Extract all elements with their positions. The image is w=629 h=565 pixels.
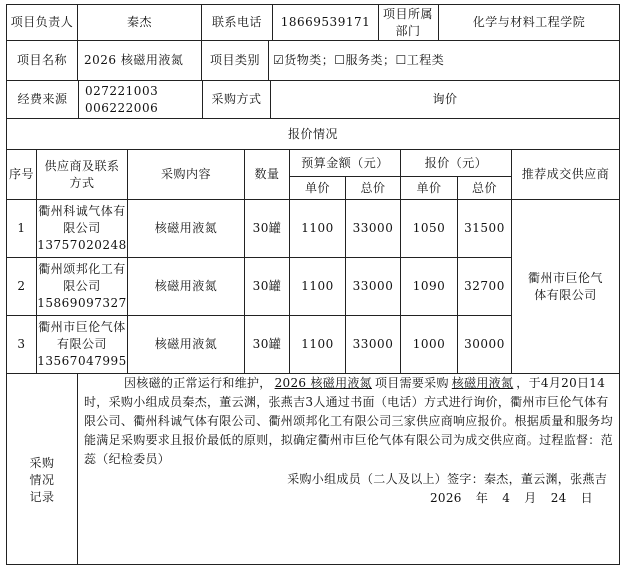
leader-value: 秦杰: [126, 15, 152, 29]
col-recommend-header: 推荐成交供应商: [521, 167, 610, 181]
phone-value: 18669539171: [280, 15, 371, 29]
row-3-content: 核磁用液氮: [154, 337, 218, 351]
quote-total-subheader: 总价: [471, 180, 497, 195]
row-2-quote-unit: 1090: [412, 279, 446, 293]
recommended-supplier: 衢州市巨伦气体有限公司: [527, 270, 603, 302]
supplier-name: 衢州科诚气体有限公司: [38, 204, 126, 235]
category-options: ☑货物类；☐服务类；☐工程类: [273, 53, 445, 67]
supplier-phone: 13757020248: [37, 238, 127, 252]
col-budget-header: 预算金额（元）: [301, 155, 389, 170]
row-1-quote-unit: 1050: [412, 221, 446, 235]
row-3-quote-total: 30000: [464, 337, 505, 351]
grid-line: [619, 4, 620, 565]
budget-total-subheader: 总价: [360, 180, 386, 195]
col-supplier-header: 供应商及联系方式: [44, 158, 120, 190]
supplier-name: 衢州颂邦化工有限公司: [38, 262, 126, 293]
narrative-text-1: 因核磁的正常运行和维护，: [124, 376, 272, 390]
narrative-project-name: 2026 核磁用液氮: [274, 376, 372, 390]
row-3-budget-unit: 1100: [301, 337, 334, 351]
row-2-no: 2: [17, 279, 26, 293]
row-3-supplier: [37, 316, 127, 373]
row-2-qty: 30罐: [252, 279, 282, 293]
col-content-header: 采购内容: [160, 167, 211, 181]
row-2-supplier: [37, 258, 127, 315]
category-label: 项目类别: [209, 53, 260, 67]
leader-label: 项目负责人: [10, 15, 74, 29]
record-label: 采购情况记录: [29, 455, 55, 504]
row-2-budget-total: 33000: [352, 279, 394, 293]
row-1-quote-total: 31500: [464, 221, 505, 235]
signature-line: 采购小组成员（二人及以上）签字：秦杰，董云渊，张燕吉: [287, 472, 607, 486]
narrative-text-3: ，于4月20日14时，采购小组成员秦杰，董云渊，张燕吉3人通过书面（电话）方式进行询价，衢州市巨伦气体有限公司、衢州科诚气体有限公司、衢州颂邦化工有限公司三家供应商响应报价。根据质量和服务均能满足采购要求且报价最低的原则，拟确定衢州市巨伦气体有限公司为成交供应商。过程监督：范蕊（纪检委员）: [84, 376, 613, 466]
project-name-label: 项目名称: [16, 53, 67, 67]
fund-label: 经费来源: [17, 92, 68, 106]
row-1-supplier: [37, 200, 127, 257]
phone-label: 联系电话: [211, 15, 262, 29]
col-quote-header: 报价（元）: [424, 155, 488, 170]
row-1-content: 核磁用液氮: [154, 221, 218, 235]
quote-unit-subheader: 单价: [416, 180, 442, 195]
row-2-quote-total: 32700: [464, 279, 505, 293]
supplier-phone: 13567047995: [37, 354, 127, 368]
narrative-text-2: 项目需要采购: [374, 376, 449, 390]
budget-unit-subheader: 单价: [304, 180, 330, 195]
dept-value: 化学与材料工程学院: [472, 15, 586, 29]
row-1-budget-total: 33000: [352, 221, 394, 235]
row-2-budget-unit: 1100: [301, 279, 334, 293]
row-1-qty: 30罐: [252, 221, 282, 235]
record-date: 2026 年 4 月 24 日: [429, 491, 593, 505]
record-narrative: [84, 374, 620, 469]
grid-line: [378, 4, 379, 40]
row-3-quote-unit: 1000: [412, 337, 446, 351]
fund-code-2: 006222006: [85, 100, 159, 115]
dept-label: 项目所属部门: [382, 6, 433, 38]
supplier-name: 衢州市巨伦气体有限公司: [38, 320, 126, 351]
row-1-budget-unit: 1100: [301, 221, 334, 235]
row-1-no: 1: [17, 221, 26, 235]
fund-code-1: 027221003: [85, 83, 159, 98]
row-3-no: 3: [17, 337, 26, 351]
row-2-content: 核磁用液氮: [154, 279, 218, 293]
row-3-budget-total: 33000: [352, 337, 394, 351]
quote-section-title: 报价情况: [287, 126, 338, 141]
narrative-item-name: 核磁用液氮: [451, 376, 514, 390]
supplier-phone: 15869097327: [37, 296, 127, 310]
row-3-qty: 30罐: [252, 337, 282, 351]
method-label: 采购方式: [211, 92, 262, 106]
fund-value: [79, 81, 202, 118]
method-value: 询价: [432, 92, 458, 106]
col-qty-header: 数量: [254, 167, 280, 181]
grid-line: [77, 373, 78, 565]
project-name-value: 2026 核磁用液氮: [84, 53, 184, 67]
col-no-header: 序号: [8, 167, 34, 181]
